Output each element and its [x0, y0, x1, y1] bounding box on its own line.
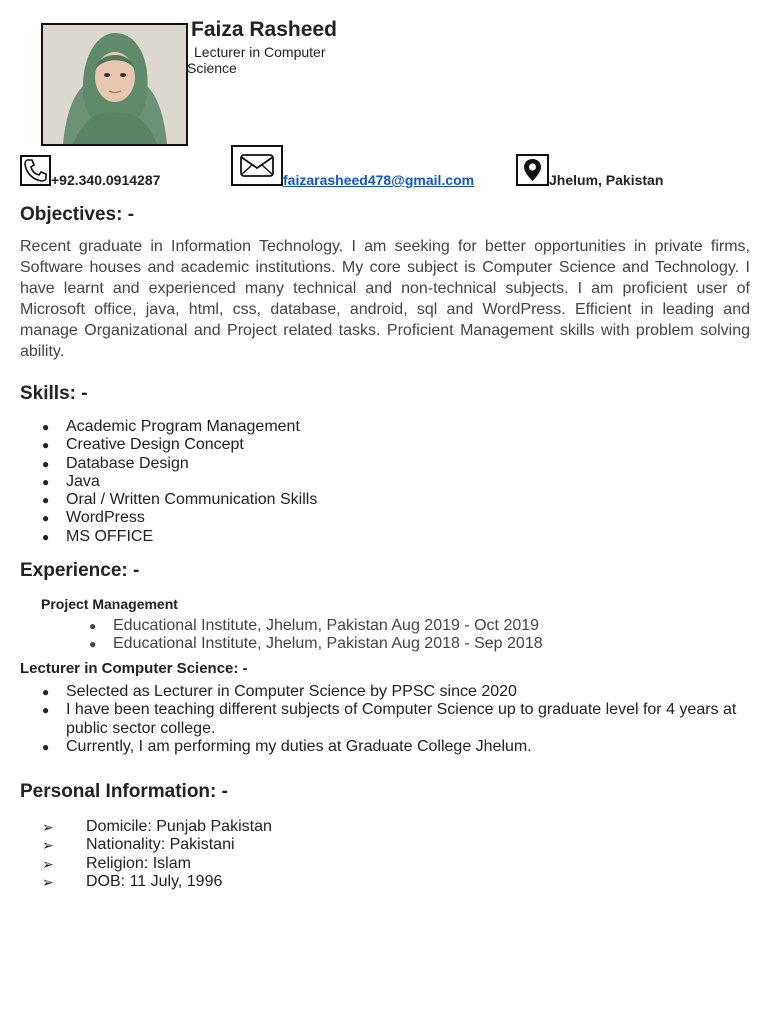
list-item	[42, 818, 642, 836]
list-item: ● Database Design	[42, 454, 189, 472]
personal-text: Domicile: Punjab Pakistan	[86, 818, 272, 835]
personal-text: Nationality: Pakistani	[86, 836, 235, 854]
project-management-heading: Project Management	[41, 596, 178, 612]
arrow-bullet-icon: ➢	[42, 855, 54, 872]
skills-list	[42, 418, 742, 546]
arrow-bullet-icon: ➢	[42, 873, 54, 890]
personal-text: Religion: Islam	[86, 854, 191, 872]
mail-icon	[231, 145, 283, 186]
arrow-bullet-icon: ➢	[42, 837, 54, 854]
skill-text: WordPress	[66, 509, 145, 527]
lecturer-list	[42, 683, 752, 756]
phone-icon	[20, 155, 51, 186]
skill-text: Java	[66, 472, 100, 490]
location-pin-icon	[516, 154, 549, 186]
personal-info-list	[42, 818, 642, 891]
experience-text: I have been teaching different subjects of Computer Science up to graduate level for 4 years at public sector college.	[66, 701, 737, 737]
list-item: ● Oral / Written Communication Skills	[42, 491, 318, 509]
profile-photo	[41, 23, 188, 146]
list-item: ● Educational Institute, Jhelum, Pakistan Aug 2018 - Sep 2018	[89, 635, 543, 653]
list-item: ● I have been teaching different subjects of Computer Science up to graduate level for 4 years at public sector college.	[42, 701, 737, 737]
list-item	[42, 836, 642, 854]
experience-text: Educational Institute, Jhelum, Pakistan Aug 2019 - Oct 2019	[113, 617, 540, 634]
skill-text: Academic Program Management	[66, 418, 300, 435]
list-item: ● Currently, I am performing my duties at Graduate College Jhelum.	[42, 737, 532, 755]
experience-text: Currently, I am performing my duties at Graduate College Jhelum.	[66, 737, 532, 755]
skill-text: Oral / Written Communication Skills	[66, 491, 318, 509]
personal-info-heading: Personal Information: -	[20, 781, 228, 802]
objectives-heading: Objectives: -	[20, 204, 135, 225]
candidate-name: Faiza Rasheed	[191, 18, 337, 41]
location-text: Jhelum, Pakistan	[549, 172, 664, 188]
skill-text: Creative Design Concept	[66, 436, 244, 454]
list-item: ● MS OFFICE	[42, 527, 154, 545]
skill-text: Database Design	[66, 454, 189, 472]
arrow-bullet-icon: ➢	[42, 819, 54, 835]
list-item	[42, 873, 642, 891]
list-item: ● Creative Design Concept	[42, 436, 244, 454]
list-item: ● Selected as Lecturer in Computer Science by PPSC since 2020	[42, 683, 517, 700]
list-item: ● Academic Program Management	[42, 418, 300, 435]
personal-text: DOB: 11 July, 1996	[86, 872, 223, 890]
experience-text: Educational Institute, Jhelum, Pakistan Aug 2018 - Sep 2018	[113, 635, 543, 653]
list-item	[42, 855, 642, 873]
candidate-title: Lecturer in Computer Science	[187, 44, 326, 76]
email-link[interactable]: faizarasheed478@gmail.com	[283, 172, 475, 188]
list-item: ● WordPress	[42, 509, 145, 527]
list-item: ● Java	[42, 472, 100, 490]
skill-text: MS OFFICE	[66, 527, 154, 545]
profile-photo-image	[43, 25, 186, 144]
project-management-list	[89, 617, 749, 654]
skills-heading: Skills: -	[20, 383, 88, 404]
lecturer-heading: Lecturer in Computer Science: -	[20, 660, 248, 677]
list-item: ● Educational Institute, Jhelum, Pakistan Aug 2019 - Oct 2019	[89, 617, 540, 634]
phone-number: +92.340.0914287	[51, 172, 161, 188]
experience-heading: Experience: -	[20, 560, 140, 581]
experience-text: Selected as Lecturer in Computer Science by PPSC since 2020	[66, 683, 517, 700]
objectives-text: Recent graduate in Information Technology. I am seeking for better opportunities in private firms, Software houses and academic institutions. My core subject is Computer Science and Technology. I have learnt and experienced many technical and non-technical subjects. I am proficient user of Microsoft office, java, html, css, database, android, sql and WordPress. Efficient in leading and manage Organizational and Project related tasks. Proficient Management skills with problem solving ability.	[20, 238, 750, 360]
